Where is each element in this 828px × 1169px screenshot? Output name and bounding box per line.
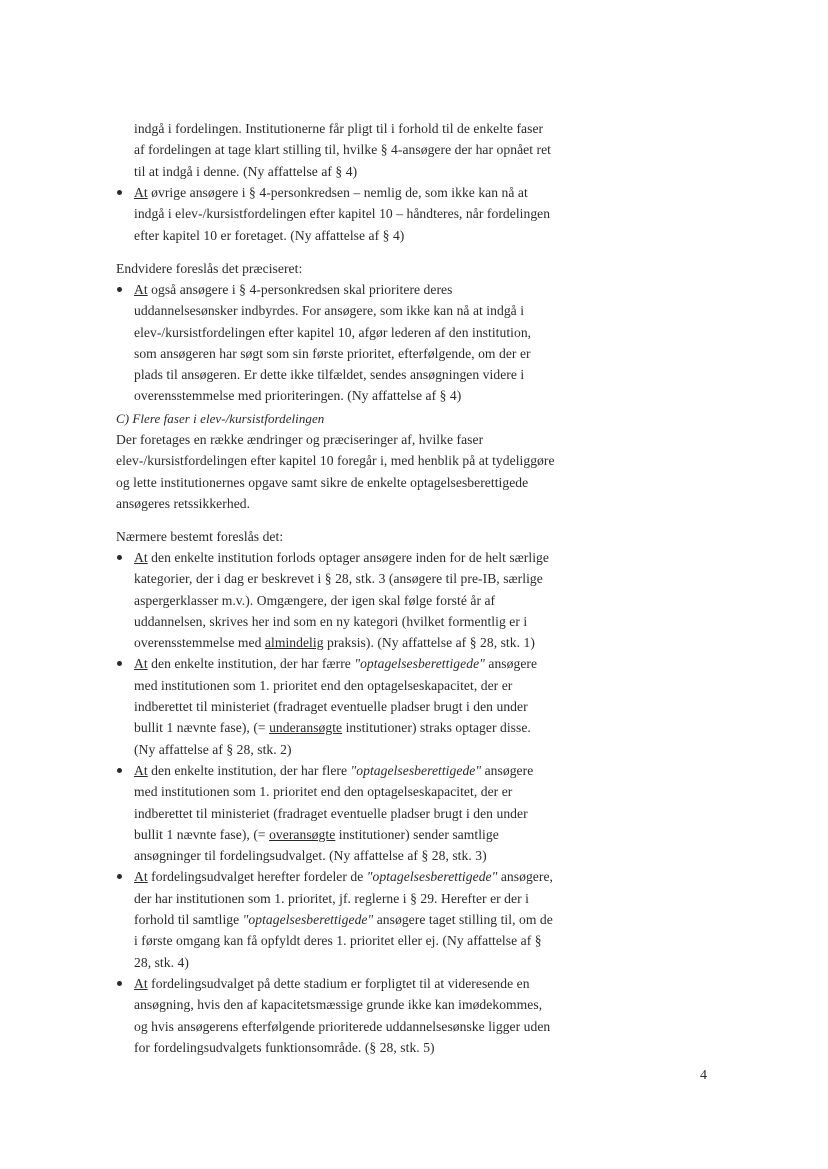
bullet-lead-word: At xyxy=(134,550,148,565)
list-d-bullet-item xyxy=(116,973,554,1058)
bullet-text: ansøgere taget stilling til, om de i første omgang kan få opfyldt deres 1. prioritet eller ej. (Ny affattelse af § 28, stk. 4) xyxy=(134,912,553,970)
bullet-dot-icon xyxy=(117,287,122,292)
section-c-paragraph: Der foretages en række ændringer og præciseringer af, hvilke faser elev-/kursistfordelingen efter kapitel 10 foregår i, med henblik på at tydeliggøre og lette institutionernes opgave samt sikre de enkelte optagelsesberettigede ansøgeres retssikkerhed. xyxy=(116,432,555,511)
bullet-text: den enkelte institution, der har flere xyxy=(147,762,351,778)
list-b-bullet-item xyxy=(116,279,554,407)
page-number: 4 xyxy=(700,1068,708,1083)
italic-term: "optagelsesberettigede" xyxy=(354,656,485,672)
bullet-dot-icon xyxy=(117,661,122,666)
italic-term: "optagelsesberettigede" xyxy=(350,762,482,778)
bullet-text: fordelingsudvalget herefter fordeler de xyxy=(147,869,367,885)
bullet-dot-icon xyxy=(117,981,122,986)
list-d-bullet-item xyxy=(116,760,554,866)
bullet-text: den enkelte institution, der har færre xyxy=(147,656,355,672)
bullet-dot-icon xyxy=(117,190,122,195)
list-d-bullet-item xyxy=(116,547,554,653)
bullet-text: institutioner) sender samtlige ansøgninger til fordelingsudvalget. (Ny affattelse af § 28, stk. 3) xyxy=(134,826,499,864)
bullet-text: ansøgere med institutionen som 1. prioritet end den optagelseskapacitet, der er indberettet til ministeriet (fradraget eventuelle pladser brugt i den under bullit 1 nævnte fase), (= xyxy=(134,762,534,842)
bullet-dot-icon xyxy=(117,874,122,879)
continuation-paragraph: indgå i fordelingen. Institutionerne får pligt til i forhold til de enkelte faser af fordelingen at tage klart stilling til, hvilke § 4-ansøgere der har opnået ret til at indgå i denne. (Ny affattelse af § 4) xyxy=(134,121,551,179)
intro-paragraph-b: Endvidere foreslås det præciseret: xyxy=(116,261,303,276)
underlined-term: underansøgte xyxy=(269,720,343,736)
bullet-text: øvrige ansøgere i § 4-personkredsen – nemlig de, som ikke kan nå at indgå i elev-/kursistfordelingen efter kapitel 10 – håndteres, når fordelingen efter kapitel 10 er foretaget. (Ny affattelse af § 4) xyxy=(134,185,551,243)
bullet-lead-word: At xyxy=(134,762,148,778)
bullet-lead-word: At xyxy=(134,869,148,885)
list-a-bullet-item xyxy=(116,182,554,246)
list-d-bullet-item xyxy=(116,653,554,759)
underlined-term: overansøgte xyxy=(269,826,336,842)
bullet-text: den enkelte institution forlods optager ansøgere inden for de helt særlige kategorier, der i dag er beskrevet i § 28, stk. 3 (ansøgere til pre-IB, særlige aspergerklasser m.v.). Omgængere, der igen skal følge forsté år af uddannelsen, skrives her ind som en ny kategori (hvilket formentlig er i overensstemmelse med xyxy=(134,550,549,651)
bullet-lead-word: At xyxy=(134,975,148,991)
bullet-text: praksis). (Ny affattelse af § 28, stk. 1) xyxy=(323,635,535,651)
bullet-text: også ansøgere i § 4-personkredsen skal prioritere deres uddannelsesønsker indbyrdes. For ansøgere, som ikke kan nå at indgå i elev-/kursistfordelingen efter kapitel 10, afgør lederen af den institution, som ansøgeren har søgt som sin første prioritet, efterfølgende, om der er plads til ansøgeren. Er dette ikke tilfældet, sendes ansøgningen videre i overensstemmelse med prioriteringen. (Ny affattelse af § 4) xyxy=(134,282,532,404)
bullet-lead-word: At xyxy=(134,282,148,297)
intro-paragraph-d: Nærmere bestemt foreslås det: xyxy=(116,529,284,544)
list-d-bullet-item xyxy=(116,866,554,972)
bullet-list-d xyxy=(116,547,554,1058)
bullet-list-a xyxy=(116,182,554,246)
italic-term: "optagelsesberettigede" xyxy=(242,912,374,928)
bullet-text: institutioner) straks optager disse. (Ny affattelse af § 28, stk. 2) xyxy=(134,720,531,757)
bullet-text: ansøgere med institutionen som 1. prioritet end den optagelseskapacitet, der er indberettet til ministeriet (fradraget eventuelle pladser brugt i den under bullit 1 nævnte fase), (= xyxy=(134,656,538,736)
section-c-heading: C) Flere faser i elev-/kursistfordelingen xyxy=(116,411,325,426)
underlined-term: almindelig xyxy=(264,635,324,651)
bullet-lead-word: At xyxy=(134,656,148,672)
bullet-text: ansøgere, der har institutionen som 1. prioritet, jf. reglerne i § 29. Herefter er der i forhold til samtlige xyxy=(134,869,553,928)
bullet-dot-icon xyxy=(117,555,122,560)
bullet-text: fordelingsudvalget på dette stadium er forpligtet til at videresende en ansøgning, hvis den af kapacitetsmæssige grunde ikke kan imødekommes, og hvis ansøgerens efterfølgende prioriterede uddannelsesønske ligger uden for fordelingsudvalgets funktionsområde. (§ 28, stk. 5) xyxy=(134,975,551,1055)
bullet-lead-word: At xyxy=(134,185,148,200)
bullet-list-b xyxy=(116,279,554,407)
bullet-dot-icon xyxy=(117,768,122,773)
italic-term: "optagelsesberettigede" xyxy=(366,869,498,885)
